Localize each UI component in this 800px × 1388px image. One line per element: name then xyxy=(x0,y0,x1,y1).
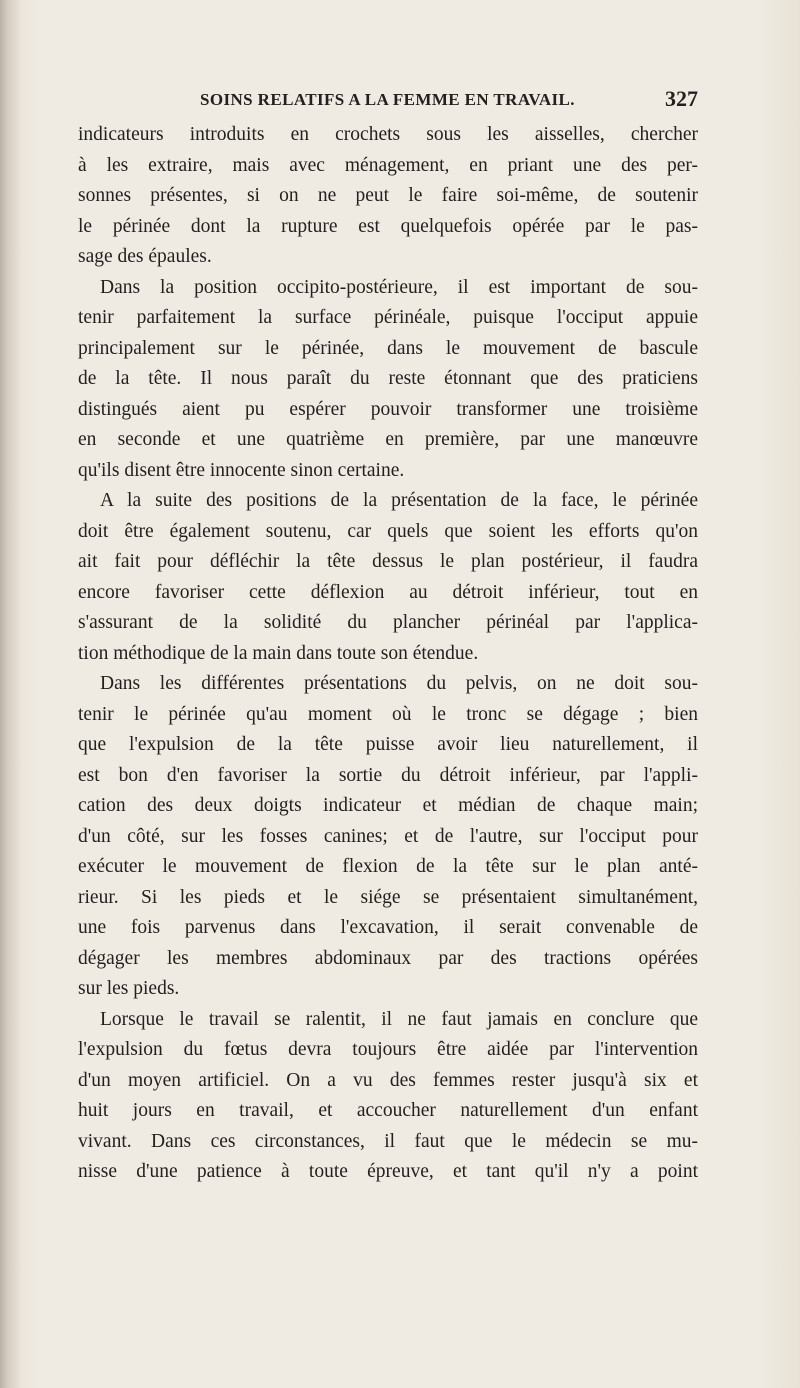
text-line: tenir parfaitement la surface périnéale, puisque l'occiput appuie xyxy=(78,307,698,328)
text-line: sur les pieds. xyxy=(78,978,180,999)
text-line: cation des deux doigts indicateur et médian de chaque main; xyxy=(78,795,698,816)
text-line: tenir le périnée qu'au moment où le tronc se dégage ; bien xyxy=(78,703,698,725)
text-line: principalement sur le périnée, dans le mouvement de bascule xyxy=(78,337,698,359)
text-line: nisse d'une patience à toute épreuve, et tant qu'il n'y a point xyxy=(78,1161,698,1182)
text-line: à les extraire, mais avec ménagement, en priant une des per- xyxy=(78,154,698,176)
text-line: de la tête. Il nous paraît du reste étonnant que des praticiens xyxy=(78,368,698,389)
text-line: doit être également soutenu, car quels que soient les efforts qu'on xyxy=(78,520,698,542)
page-number: 327 xyxy=(665,86,698,111)
text-line: indicateurs introduits en crochets sous les aisselles, chercher xyxy=(78,124,698,145)
page-header xyxy=(78,86,698,116)
text-line: le périnée dont la rupture est quelquefois opérée par le pas- xyxy=(78,215,698,237)
text-line: sage des épaules. xyxy=(78,246,212,267)
text-line: dégager les membres abdominaux par des tractions opérées xyxy=(78,947,698,969)
book-spine-shadow xyxy=(0,0,22,1388)
text-line: une fois parvenus dans l'excavation, il serait convenable de xyxy=(78,917,698,938)
paragraph xyxy=(78,669,698,1005)
text-line: huit jours en travail, et accoucher naturellement d'un enfant xyxy=(78,1100,698,1121)
paragraph xyxy=(78,273,698,487)
text-line: exécuter le mouvement de flexion de la tête sur le plan anté- xyxy=(78,856,698,877)
paragraph xyxy=(78,120,698,273)
text-line: en seconde et une quatrième en première, par une manœuvre xyxy=(78,429,698,450)
running-head: SOINS RELATIFS A LA FEMME EN TRAVAIL. xyxy=(200,90,575,109)
text-line: rieur. Si les pieds et le siége se présentaient simultanément, xyxy=(78,886,698,908)
text-line: que l'expulsion de la tête puisse avoir lieu naturellement, il xyxy=(78,734,698,755)
text-line: Dans les différentes présentations du pelvis, on ne doit sou- xyxy=(100,673,698,694)
paragraph xyxy=(78,486,698,669)
text-line: ait fait pour défléchir la tête dessus le plan postérieur, il faudra xyxy=(78,551,698,572)
text-line: est bon d'en favoriser la sortie du détroit inférieur, par l'appli- xyxy=(78,764,698,786)
text-line: vivant. Dans ces circonstances, il faut que le médecin se mu- xyxy=(78,1130,698,1152)
text-line: distingués aient pu espérer pouvoir transformer une troisième xyxy=(78,398,698,420)
text-line: sonnes présentes, si on ne peut le faire soi-même, de soutenir xyxy=(78,185,698,206)
text-line: l'expulsion du fœtus devra toujours être aidée par l'intervention xyxy=(78,1039,698,1060)
text-line: d'un moyen artificiel. On a vu des femmes rester jusqu'à six et xyxy=(78,1069,698,1091)
text-line: qu'ils disent être innocente sinon certaine. xyxy=(78,459,405,481)
text-line: encore favoriser cette déflexion au détroit inférieur, tout en xyxy=(78,581,698,603)
text-line: Dans la position occipito-postérieure, il est important de sou- xyxy=(100,276,698,298)
paragraph xyxy=(78,1005,698,1188)
text-line: s'assurant de la solidité du plancher périnéal par l'applica- xyxy=(78,612,698,633)
text-line: tion méthodique de la main dans toute son étendue. xyxy=(78,642,479,664)
text-line: A la suite des positions de la présentation de la face, le périnée xyxy=(100,490,698,511)
body-text xyxy=(78,120,698,1188)
text-line: d'un côté, sur les fosses canines; et de l'autre, sur l'occiput pour xyxy=(78,825,698,847)
text-line: Lorsque le travail se ralentit, il ne faut jamais en conclure que xyxy=(100,1008,698,1030)
